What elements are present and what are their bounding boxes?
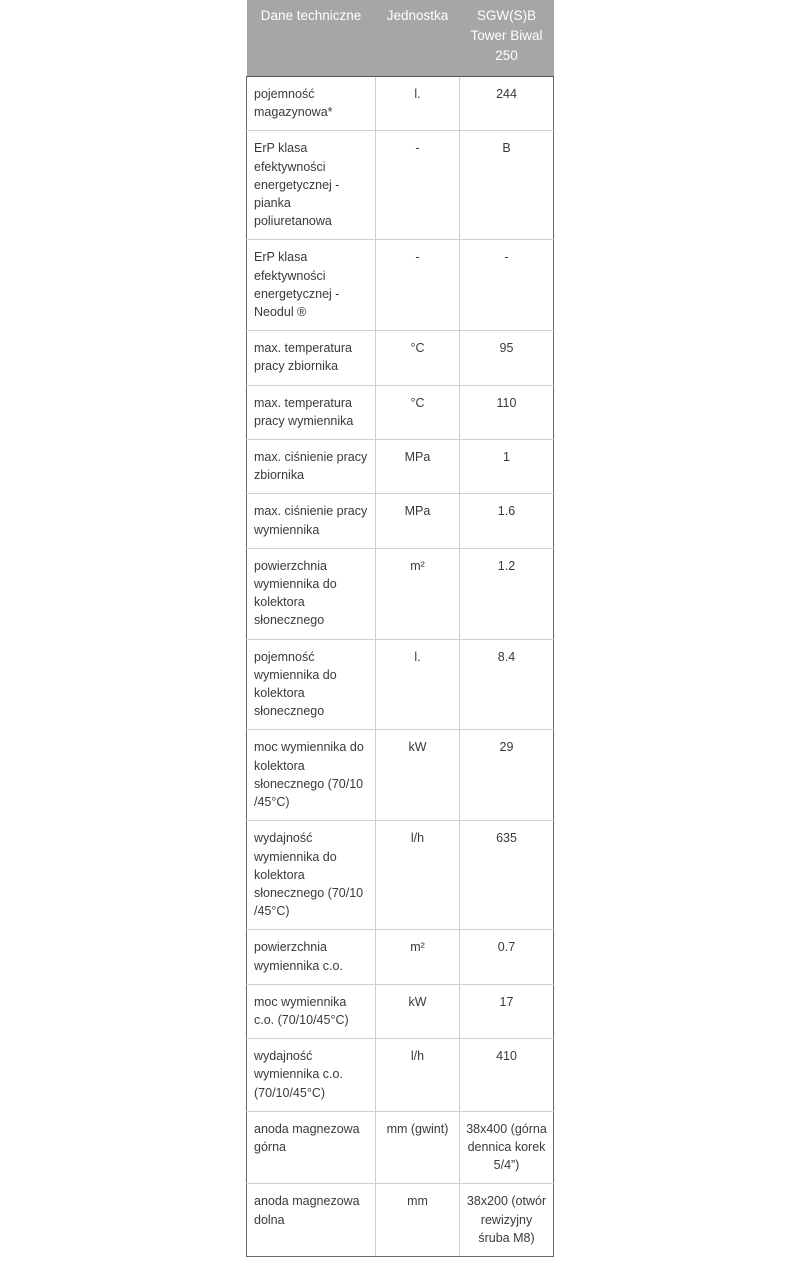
value-cell: 29 [460, 730, 554, 821]
unit-cell: - [376, 240, 460, 331]
parameter-cell: ErP klasa efektywności energetycznej - pianka poliuretanowa [247, 131, 376, 240]
value-cell: 38x400 (górna dennica korek 5/4”) [460, 1111, 554, 1184]
value-cell: 38x200 (otwór rewizyjny śruba M8) [460, 1184, 554, 1257]
parameter-cell: ErP klasa efektywności energetycznej - Neodul ® [247, 240, 376, 331]
table-row [247, 1111, 554, 1184]
unit-cell: mm [376, 1184, 460, 1257]
parameter-cell: powierzchnia wymiennika c.o. [247, 930, 376, 984]
value-cell: 1.6 [460, 494, 554, 548]
table-row [247, 440, 554, 494]
unit-cell: m² [376, 930, 460, 984]
technical-data-table [246, 0, 554, 1257]
unit-cell: kW [376, 984, 460, 1038]
table-row [247, 240, 554, 331]
table-row [247, 1184, 554, 1257]
table-body [247, 77, 554, 1257]
table-row [247, 730, 554, 821]
parameter-cell: max. temperatura pracy zbiornika [247, 331, 376, 385]
unit-cell: MPa [376, 440, 460, 494]
parameter-cell: anoda magnezowa górna [247, 1111, 376, 1184]
value-cell: 1 [460, 440, 554, 494]
table-row [247, 131, 554, 240]
value-cell: 244 [460, 77, 554, 131]
value-cell: 635 [460, 821, 554, 930]
value-cell: 95 [460, 331, 554, 385]
table-row [247, 639, 554, 730]
parameter-cell: pojemność magazynowa* [247, 77, 376, 131]
unit-cell: l. [376, 77, 460, 131]
parameter-cell: wydajność wymiennika do kolektora słonecznego (70/10 /45°C) [247, 821, 376, 930]
table-row [247, 331, 554, 385]
value-cell: - [460, 240, 554, 331]
table-header [247, 0, 554, 77]
table-row [247, 385, 554, 439]
parameter-cell: max. ciśnienie pracy wymiennika [247, 494, 376, 548]
table-row [247, 494, 554, 548]
parameter-cell: max. temperatura pracy wymiennika [247, 385, 376, 439]
header-model: SGW(S)B Tower Biwal 250 [460, 0, 554, 77]
table-row [247, 984, 554, 1038]
value-cell: 410 [460, 1039, 554, 1112]
value-cell: 1.2 [460, 548, 554, 639]
table-row [247, 548, 554, 639]
parameter-cell: max. ciśnienie pracy zbiornika [247, 440, 376, 494]
parameter-cell: moc wymiennika c.o. (70/10/45°C) [247, 984, 376, 1038]
unit-cell: mm (gwint) [376, 1111, 460, 1184]
parameter-cell: moc wymiennika do kolektora słonecznego (70/10 /45°C) [247, 730, 376, 821]
value-cell: B [460, 131, 554, 240]
parameter-cell: pojemność wymiennika do kolektora słonecznego [247, 639, 376, 730]
value-cell: 110 [460, 385, 554, 439]
unit-cell: m² [376, 548, 460, 639]
unit-cell: l/h [376, 821, 460, 930]
unit-cell: - [376, 131, 460, 240]
table-row [247, 930, 554, 984]
value-cell: 0.7 [460, 930, 554, 984]
parameter-cell: anoda magnezowa dolna [247, 1184, 376, 1257]
unit-cell: °C [376, 331, 460, 385]
unit-cell: l. [376, 639, 460, 730]
header-parameter: Dane techniczne [247, 0, 376, 77]
unit-cell: MPa [376, 494, 460, 548]
unit-cell: °C [376, 385, 460, 439]
unit-cell: l/h [376, 1039, 460, 1112]
parameter-cell: wydajność wymiennika c.o. (70/10/45°C) [247, 1039, 376, 1112]
unit-cell: kW [376, 730, 460, 821]
value-cell: 17 [460, 984, 554, 1038]
table-row [247, 1039, 554, 1112]
table-row [247, 821, 554, 930]
parameter-cell: powierzchnia wymiennika do kolektora słonecznego [247, 548, 376, 639]
table-row [247, 77, 554, 131]
header-unit: Jednostka [376, 0, 460, 77]
value-cell: 8.4 [460, 639, 554, 730]
header-row [247, 0, 554, 77]
